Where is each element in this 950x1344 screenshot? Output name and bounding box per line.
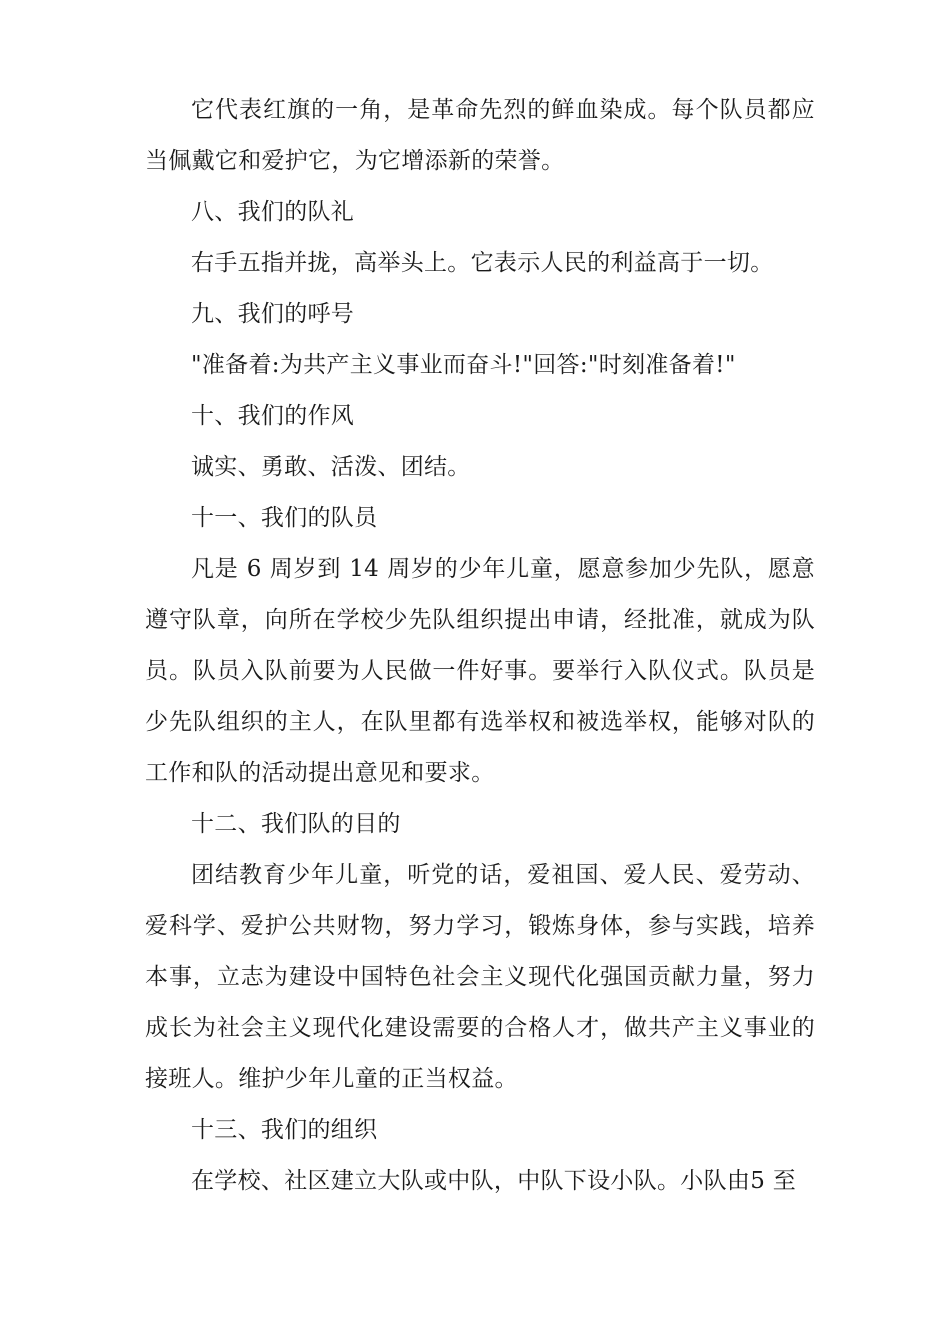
heading-slogan: 九、我们的呼号	[191, 301, 355, 327]
heading-members: 十一、我们的队员	[191, 505, 378, 531]
paragraph-slogan: "准备着:为共产主义事业而奋斗!"回答:"时刻准备着!"	[191, 352, 736, 378]
paragraph-style: 诚实、勇敢、活泼、团结。	[191, 454, 471, 480]
heading-purpose: 十二、我们队的目的	[191, 811, 401, 837]
paragraph-members: 凡是 6 周岁到 14 周岁的少年儿童，愿意参加少先队，愿意遵守队章，向所在学校少先队组织提出申请，经批准，就成为队员。队员入队前要为人民做一件好事。要举行入队仪式。队员是少先队组织的主人，在队里都有选举权和被选举权，能够对队的工作和队的活动提出意见和要求。	[145, 556, 815, 786]
heading-salute: 八、我们的队礼	[191, 199, 355, 225]
paragraph-scarf-meaning: 它代表红旗的一角，是革命先烈的鲜血染成。每个队员都应当佩戴它和爱护它，为它增添新的荣誉。	[145, 97, 815, 174]
paragraph-organization: 在学校、社区建立大队或中队，中队下设小队。小队由5 至	[191, 1168, 797, 1194]
paragraph-purpose: 团结教育少年儿童，听党的话，爱祖国、爱人民、爱劳动、爱科学、爱护公共财物，努力学习，锻炼身体，参与实践，培养本事，立志为建设中国特色社会主义现代化强国贡献力量，努力成长为社会主义现代化建设需要的合格人才，做共产主义事业的接班人。维护少年儿童的正当权益。	[145, 862, 815, 1092]
paragraph-salute: 右手五指并拢，高举头上。它表示人民的利益高于一切。	[191, 250, 774, 276]
heading-organization: 十三、我们的组织	[191, 1117, 378, 1143]
heading-style: 十、我们的作风	[191, 403, 355, 429]
document-body	[145, 85, 815, 1207]
